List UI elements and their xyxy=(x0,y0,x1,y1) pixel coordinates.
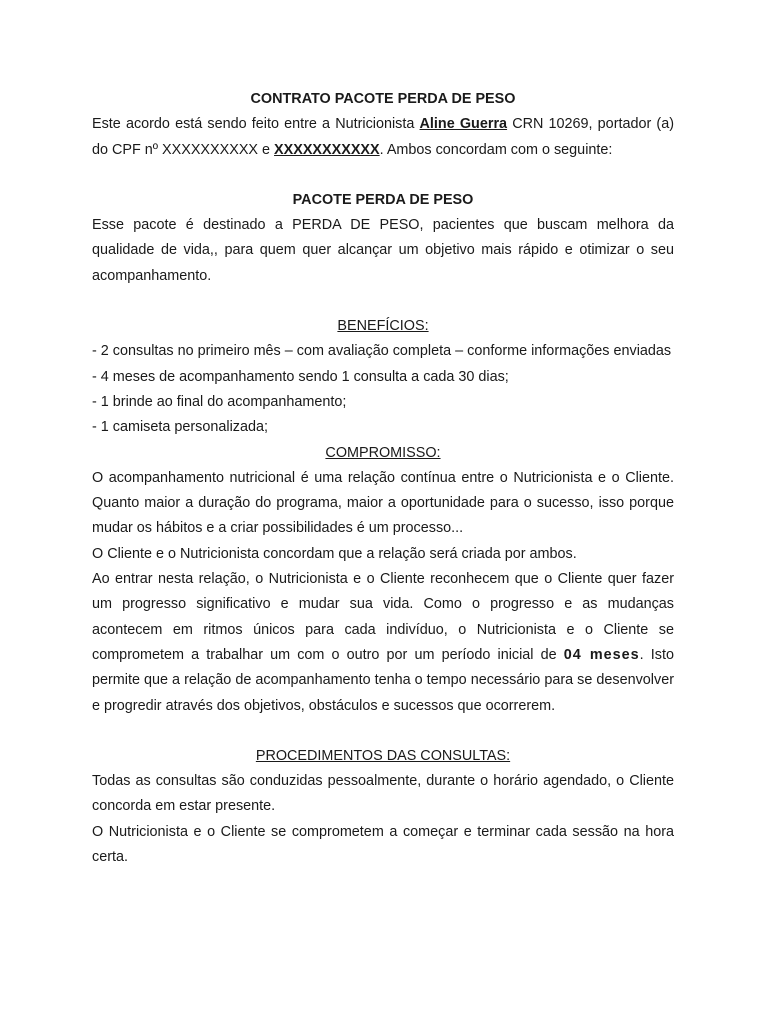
compromisso-text-a: Ao entrar nesta relação, o Nutricionista e o Cliente reconhecem que o Cliente quer fazer um progresso significativo e mudar sua vida. Como o progresso e as mudanças acontecem em ritmos únicos para cada indivíduo, o Nutricionista e o Cliente se comprometem a trabalhar um com o outro por um período inicial de xyxy=(92,571,674,663)
contract-title: CONTRATO PACOTE PERDA DE PESO xyxy=(250,91,516,107)
nutritionist-name: Aline Guerra xyxy=(419,116,508,133)
compromisso-heading: COMPROMISSO: xyxy=(325,444,441,461)
spacer xyxy=(92,719,674,744)
compromisso-paragraph-2: O Cliente e o Nutricionista concordam que a relação será criada por ambos. xyxy=(92,545,577,562)
beneficio-item: - 2 consultas no primeiro mês – com avaliação completa – conforme informações enviadas xyxy=(92,343,672,360)
spacer xyxy=(92,289,674,314)
beneficio-item: - 1 camiseta personalizada; xyxy=(92,419,268,436)
beneficios-heading: BENEFÍCIOS: xyxy=(337,318,429,335)
period-duration: 04 meses xyxy=(563,646,640,663)
compromisso-paragraph-1: O acompanhamento nutricional é uma relação contínua entre o Nutricionista e o Cliente. Quanto maior a duração do programa, maior a oportunidade para o sucesso, isso porque mudar os hábitos e a criar possibilidades é um processo... xyxy=(92,469,674,537)
document-page xyxy=(92,87,674,870)
pacote-heading: PACOTE PERDA DE PESO xyxy=(292,191,474,208)
procedimentos-paragraph-2: O Nutricionista e o Cliente se comprometem a começar e terminar cada sessão na hora certa. xyxy=(92,823,674,866)
compromisso-text-c: . Isto permite que a relação de acompanhamento tenha o tempo necessário para se desenvolver e progredir através dos objetivos, obstáculos e sucessos que ocorrerem. xyxy=(92,646,674,714)
compromisso-paragraph-3 xyxy=(92,567,674,719)
intro-text-3: . Ambos concordam com o seguinte: xyxy=(379,141,613,158)
beneficio-item: - 4 meses de acompanhamento sendo 1 consulta a cada 30 dias; xyxy=(92,368,509,385)
spacer xyxy=(92,163,674,188)
procedimentos-paragraph-1: Todas as consultas são conduzidas pessoalmente, durante o horário agendado, o Cliente concorda em estar presente. xyxy=(92,773,674,815)
procedimentos-heading: PROCEDIMENTOS DAS CONSULTAS: xyxy=(255,747,511,764)
intro-text-2: CRN 10269, portador (a) do CPF nº XXXXXXXXXX e xyxy=(92,116,675,158)
client-name: XXXXXXXXXXX xyxy=(274,141,380,158)
beneficio-item: - 1 brinde ao final do acompanhamento; xyxy=(92,393,347,410)
intro-text-1: Este acordo está sendo feito entre a Nutricionista xyxy=(92,116,420,133)
pacote-paragraph: Esse pacote é destinado a PERDA DE PESO, pacientes que buscam melhora da qualidade de vida,, para quem quer alcançar um objetivo mais rápido e otimizar o seu acompanhamento. xyxy=(92,217,674,284)
intro-paragraph xyxy=(92,112,674,163)
